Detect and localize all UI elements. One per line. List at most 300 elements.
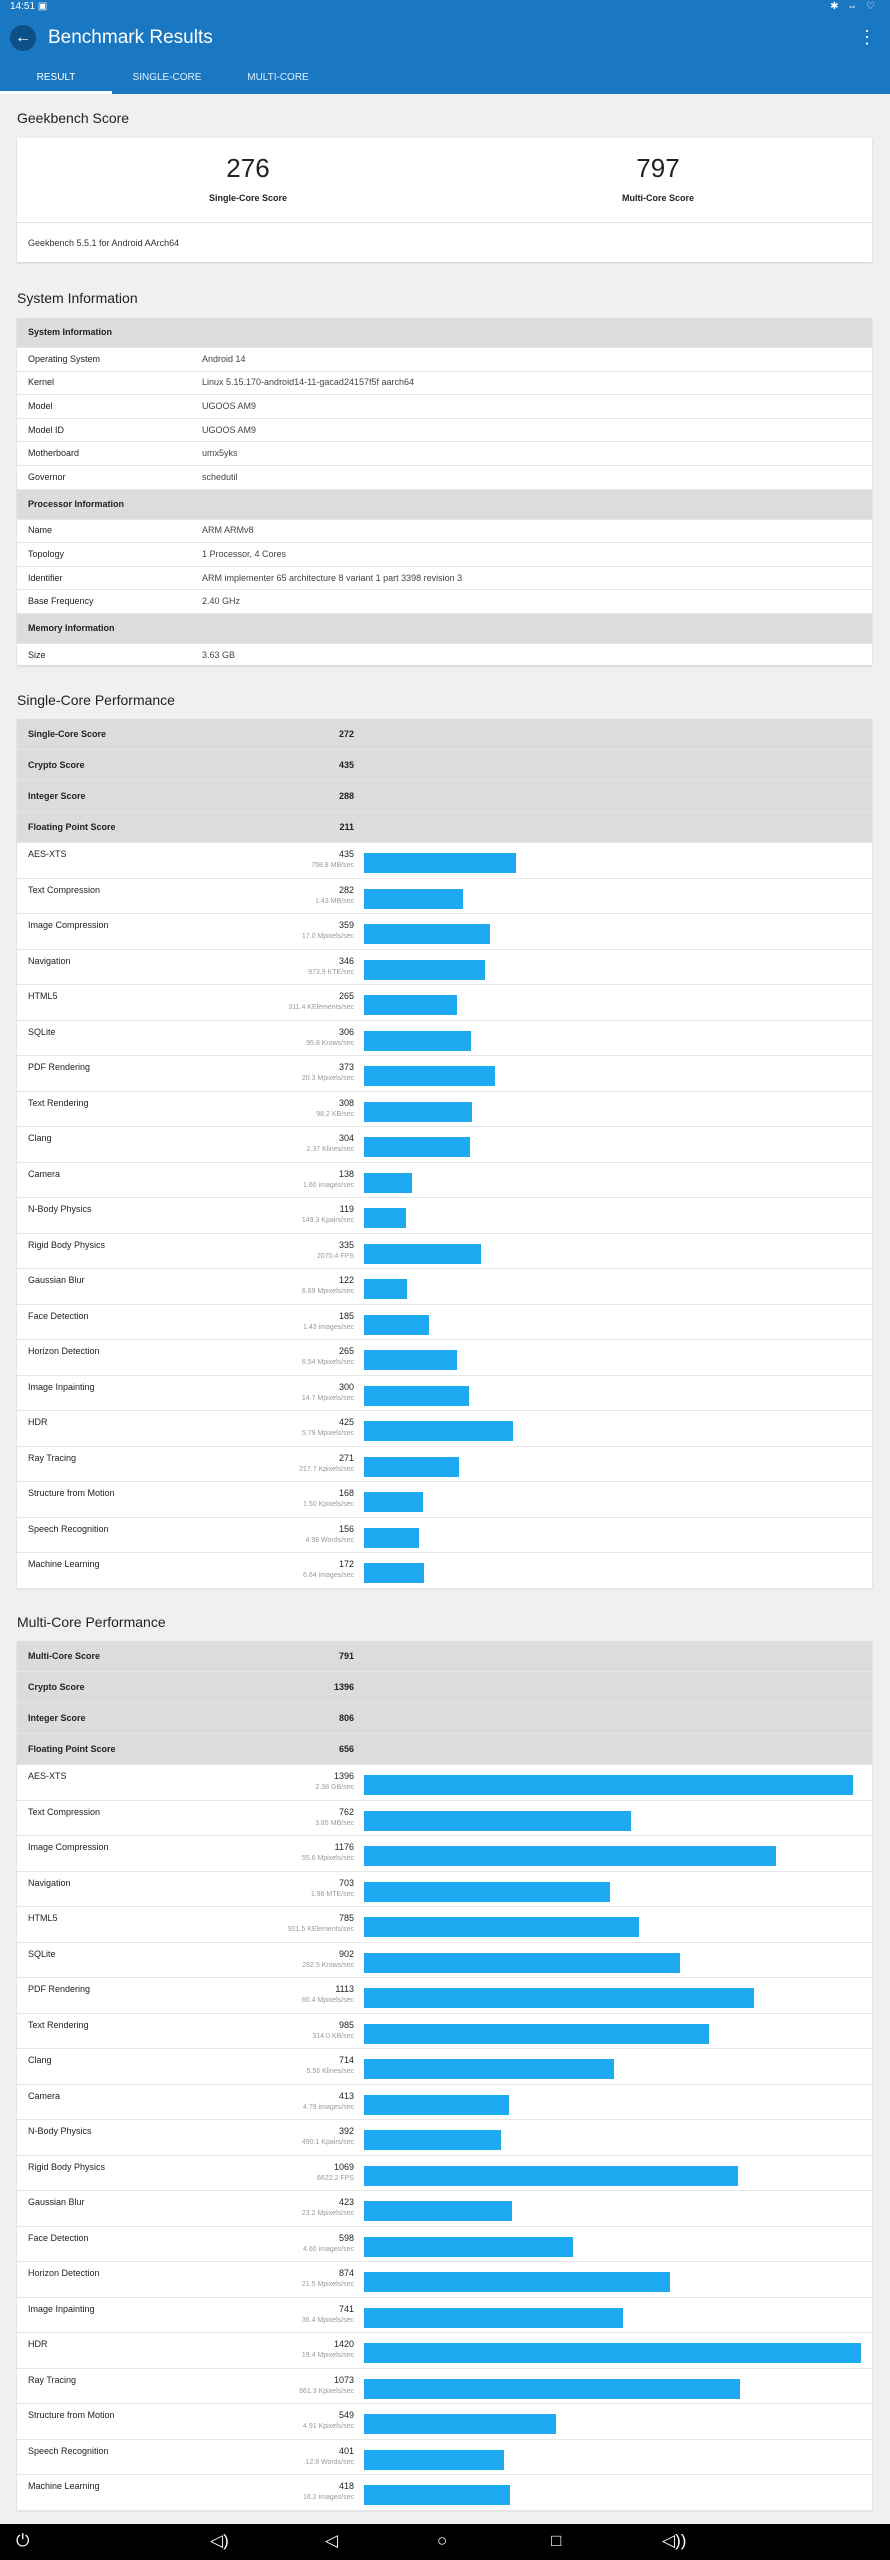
info-key: Governor <box>28 471 66 482</box>
benchmark-row <box>17 2404 872 2440</box>
info-row <box>17 543 872 567</box>
score-summary-name: Integer Score <box>28 1713 86 1723</box>
tab-multi-core[interactable]: MULTI-CORE <box>247 72 309 83</box>
benchmark-unit: 98.2 KB/sec <box>316 1110 354 1118</box>
tab-bar <box>0 64 890 94</box>
benchmark-row <box>17 2369 872 2405</box>
benchmark-unit: 60.4 Mpixels/sec <box>301 1997 354 2004</box>
info-value: 3.63 GB <box>202 649 236 660</box>
benchmark-name: Structure from Motion <box>28 1488 115 1498</box>
benchmark-bar <box>364 1066 495 1086</box>
benchmark-name: Image Compression <box>28 920 109 930</box>
benchmark-score: 714 <box>338 2055 354 2065</box>
geekbench-score-title: Geekbench Score <box>17 110 130 126</box>
benchmark-row <box>17 1518 872 1554</box>
info-value: UGOOS AM9 <box>202 424 257 435</box>
benchmark-row <box>17 1447 872 1483</box>
score-summary-name: Integer Score <box>28 791 86 801</box>
benchmark-bar <box>364 1315 429 1335</box>
score-summary-name: Multi-Core Score <box>28 1651 101 1661</box>
score-summary-value: 435 <box>338 760 354 770</box>
benchmark-score: 1396 <box>333 1771 354 1781</box>
benchmark-score: 172 <box>338 1559 354 1569</box>
benchmark-unit: 36.4 Mpixels/sec <box>301 2316 354 2324</box>
benchmark-name: Speech Recognition <box>28 2445 109 2456</box>
benchmark-row <box>17 2262 872 2298</box>
benchmark-bar <box>364 1563 424 1583</box>
benchmark-score: 359 <box>338 920 354 930</box>
info-value: Linux 5.15.170-android14-11-gacad24157f5f aarch64 <box>202 377 414 388</box>
benchmark-bar <box>364 2130 501 2150</box>
benchmark-score: 282 <box>338 884 354 895</box>
benchmark-row <box>17 843 872 879</box>
benchmark-name: Structure from Motion <box>28 2410 115 2420</box>
system-information-card <box>17 318 872 665</box>
benchmark-bar <box>364 1208 406 1228</box>
benchmark-score: 425 <box>338 1417 354 1427</box>
benchmark-row <box>17 1943 872 1979</box>
benchmark-unit: 16.2 images/sec <box>303 2494 354 2501</box>
benchmark-name: Gaussian Blur <box>28 2197 85 2207</box>
benchmark-bar <box>364 1811 631 1831</box>
benchmark-score: 1420 <box>333 2339 354 2349</box>
benchmark-bar <box>364 2237 573 2257</box>
benchmark-bar <box>364 1421 513 1441</box>
benchmark-row <box>17 1092 872 1128</box>
benchmark-unit: 861.3 Kpixels/sec <box>299 2387 354 2395</box>
benchmark-unit: 23.2 Mpixels/sec <box>301 2210 354 2217</box>
status-time: 14:51 ▣ <box>10 1 48 12</box>
benchmark-name: Ray Tracing <box>28 1452 77 1463</box>
benchmark-score: 346 <box>338 955 354 966</box>
benchmark-row <box>17 1765 872 1801</box>
benchmark-score: 138 <box>338 1168 354 1179</box>
multi-core-score-value: 797 <box>636 153 680 183</box>
multi-core-score-label: Multi-Core Score <box>621 193 694 203</box>
benchmark-row <box>17 1907 872 1943</box>
benchmark-score: 598 <box>338 2232 354 2243</box>
info-key: System Information <box>28 327 113 337</box>
benchmark-bar <box>364 2024 709 2044</box>
benchmark-score: 271 <box>338 1452 354 1463</box>
benchmark-score: 985 <box>338 2019 354 2030</box>
app-bar <box>0 14 890 64</box>
multi-core-title: Multi-Core Performance <box>17 1614 166 1630</box>
volume-up-icon[interactable]: ◁)) <box>662 2531 687 2550</box>
benchmark-score: 265 <box>338 991 354 1001</box>
benchmark-row <box>17 1269 872 1305</box>
benchmark-score: 119 <box>339 1204 354 1214</box>
benchmark-bar <box>364 2201 512 2221</box>
benchmark-row <box>17 1198 872 1234</box>
benchmark-score: 122 <box>338 1275 354 1285</box>
benchmark-bar <box>364 1457 459 1477</box>
score-summary-value: 288 <box>338 791 354 801</box>
benchmark-row <box>17 2440 872 2476</box>
info-row <box>17 644 872 668</box>
info-section-header <box>17 614 872 644</box>
system-information-title: System Information <box>17 290 138 306</box>
benchmark-score: 373 <box>338 1062 354 1072</box>
info-row <box>17 590 872 614</box>
benchmark-name: SQLite <box>28 1948 56 1959</box>
benchmark-unit: 311.4 KElements/sec <box>288 1004 354 1011</box>
benchmark-unit: 1.50 Kpixels/sec <box>303 1501 354 1508</box>
score-summary-name: Crypto Score <box>28 760 85 770</box>
benchmark-unit: 149.3 Kpairs/sec <box>301 1217 354 1224</box>
benchmark-name: HTML5 <box>28 991 58 1001</box>
benchmark-score: 1176 <box>334 1842 354 1852</box>
info-value: ARM ARMv8 <box>202 525 254 536</box>
benchmark-unit: 12.8 Words/sec <box>305 2458 354 2466</box>
info-row <box>17 395 872 419</box>
benchmark-name: AES-XTS <box>28 1771 67 1781</box>
benchmark-unit: 6.64 images/sec <box>303 1572 354 1579</box>
benchmark-name: Image Inpainting <box>28 2303 95 2314</box>
benchmark-name: Navigation <box>28 1877 71 1888</box>
benchmark-row <box>17 1553 872 1589</box>
benchmark-score: 306 <box>338 1026 354 1037</box>
info-key: Memory Information <box>28 623 115 633</box>
info-key: Motherboard <box>28 448 80 459</box>
benchmark-bar <box>364 1137 470 1157</box>
benchmark-unit: 490.1 Kpairs/sec <box>301 2139 354 2146</box>
benchmark-unit: 4.60 images/sec <box>303 2245 354 2253</box>
info-key: Processor Information <box>28 498 125 509</box>
benchmark-unit: 14.7 Mpixels/sec <box>301 1394 354 1402</box>
benchmark-bar <box>364 1031 471 1051</box>
benchmark-score: 156 <box>338 1523 354 1534</box>
info-key: Operating System <box>28 353 101 364</box>
volume-down-icon[interactable]: ◁) <box>210 2531 229 2550</box>
benchmark-unit: 2.37 Klines/sec <box>306 1146 354 1153</box>
info-key: Kernel <box>28 377 55 388</box>
benchmark-unit: 5.56 Klines/sec <box>306 2068 354 2075</box>
score-summary-name: Floating Point Score <box>28 822 116 832</box>
benchmark-row <box>17 985 872 1021</box>
benchmark-score: 304 <box>338 1133 354 1143</box>
info-key: Name <box>28 525 53 536</box>
score-summary-row <box>17 719 872 750</box>
info-row <box>17 567 872 591</box>
benchmark-unit: 1.43 MB/sec <box>315 897 354 905</box>
benchmark-bar <box>364 853 516 873</box>
benchmark-bar <box>364 1882 610 1902</box>
benchmark-unit: 95.8 Krows/sec <box>306 1039 354 1047</box>
benchmark-score: 335 <box>338 1239 354 1250</box>
score-summary-name: Single-Core Score <box>28 729 107 739</box>
benchmark-unit: 1.60 images/sec <box>303 1181 354 1189</box>
benchmark-row <box>17 1836 872 1872</box>
score-summary-value: 806 <box>338 1713 354 1723</box>
benchmark-name: Ray Tracing <box>28 2374 77 2385</box>
benchmark-row <box>17 1340 872 1376</box>
benchmark-unit: 282.5 Krows/sec <box>302 1961 354 1969</box>
score-summary-value: 211 <box>339 822 354 832</box>
benchmark-row <box>17 914 872 950</box>
info-value: 1 Processor, 4 Cores <box>202 548 287 559</box>
benchmark-bar <box>364 2166 738 2186</box>
benchmark-bar <box>364 960 485 980</box>
info-row <box>17 520 872 544</box>
benchmark-row <box>17 1163 872 1199</box>
navigation-bar <box>0 2524 890 2560</box>
score-summary-row <box>17 781 872 812</box>
info-section-header <box>17 318 872 348</box>
benchmark-score: 741 <box>338 2303 354 2314</box>
benchmark-row <box>17 2014 872 2050</box>
benchmark-unit: 6.69 Mpixels/sec <box>301 1288 354 1295</box>
benchmark-row <box>17 1305 872 1341</box>
arrow-back-icon[interactable]: ← <box>10 25 36 51</box>
benchmark-name: N-Body Physics <box>28 1204 92 1214</box>
benchmark-score: 785 <box>338 1913 354 1923</box>
benchmark-score: 423 <box>338 2197 354 2207</box>
benchmark-score: 549 <box>338 2410 354 2420</box>
status-bar <box>0 0 890 14</box>
single-core-score-value: 276 <box>226 153 270 183</box>
benchmark-unit: 3.85 MB/sec <box>315 1819 354 1827</box>
info-row <box>17 372 872 396</box>
info-section-header <box>17 490 872 520</box>
benchmark-row <box>17 2475 872 2511</box>
benchmark-bar <box>364 1988 754 2008</box>
page-title: Benchmark Results <box>48 27 213 48</box>
benchmark-name: Image Inpainting <box>28 1381 95 1392</box>
benchmark-name: Text Compression <box>28 1806 101 1817</box>
score-summary-row <box>17 1641 872 1672</box>
benchmark-unit: 4.98 Words/sec <box>305 1536 354 1544</box>
benchmark-row <box>17 1482 872 1518</box>
divider <box>17 222 872 223</box>
benchmark-name: Text Compression <box>28 884 101 895</box>
benchmark-name: Clang <box>28 2055 52 2065</box>
power-icon[interactable]: ⏻ <box>16 2531 30 2550</box>
benchmark-bar <box>364 1102 472 1122</box>
tab-single-core[interactable]: SINGLE-CORE <box>132 72 202 83</box>
benchmark-unit: 314.0 KB/sec <box>312 2032 354 2040</box>
benchmark-bar <box>364 2308 623 2328</box>
benchmark-row <box>17 1801 872 1837</box>
benchmark-row <box>17 879 872 915</box>
score-summary-value: 272 <box>338 729 354 739</box>
benchmark-score: 1113 <box>335 1984 354 1994</box>
benchmark-name: Camera <box>28 1168 61 1179</box>
benchmark-bar <box>364 1953 680 1973</box>
info-value: schedutil <box>202 471 238 482</box>
score-summary-name: Floating Point Score <box>28 1744 116 1754</box>
back-icon[interactable]: ◁ <box>325 2531 339 2550</box>
benchmark-bar <box>364 2272 670 2292</box>
info-row <box>17 419 872 443</box>
benchmark-score: 1069 <box>333 2161 354 2172</box>
benchmark-row <box>17 2085 872 2121</box>
benchmark-row <box>17 2049 872 2085</box>
score-summary-row <box>17 1734 872 1765</box>
benchmark-row <box>17 950 872 986</box>
single-core-card <box>17 719 872 1588</box>
benchmark-name: Speech Recognition <box>28 1523 109 1534</box>
info-value: UGOOS AM9 <box>202 400 257 411</box>
benchmark-score: 265 <box>338 1346 354 1356</box>
benchmark-row <box>17 1127 872 1163</box>
benchmark-score: 435 <box>338 849 354 859</box>
info-row <box>17 466 872 490</box>
benchmark-bar <box>364 2343 861 2363</box>
info-key: Size <box>28 649 46 660</box>
benchmark-unit: 55.6 Mpixels/sec <box>301 1855 354 1862</box>
benchmark-bar <box>364 995 457 1015</box>
benchmark-name: Face Detection <box>28 1310 89 1321</box>
benchmark-row <box>17 1021 872 1057</box>
benchmark-bar <box>364 2059 614 2079</box>
benchmark-score: 300 <box>338 1381 354 1392</box>
benchmark-row <box>17 2227 872 2263</box>
score-summary-row <box>17 812 872 843</box>
benchmark-name: Rigid Body Physics <box>28 2161 106 2172</box>
benchmark-unit: 5.79 Mpixels/sec <box>301 1430 354 1437</box>
benchmark-bar <box>364 1846 776 1866</box>
benchmark-row <box>17 1056 872 1092</box>
benchmark-unit: 2.38 GB/sec <box>315 1784 354 1791</box>
benchmark-name: Horizon Detection <box>28 1346 100 1356</box>
benchmark-score: 168 <box>338 1488 354 1498</box>
benchmark-unit: 217.7 Kpixels/sec <box>299 1465 354 1473</box>
more-vert-icon[interactable]: ⋮ <box>858 27 876 47</box>
score-summary-value: 1396 <box>333 1682 354 1692</box>
benchmark-score: 308 <box>338 1097 354 1108</box>
benchmark-row <box>17 1872 872 1908</box>
benchmark-bar <box>364 889 463 909</box>
benchmark-name: Rigid Body Physics <box>28 1239 106 1250</box>
benchmark-unit: 6.54 Mpixels/sec <box>301 1359 354 1366</box>
benchmark-row <box>17 2120 872 2156</box>
benchmark-unit: 20.3 Mpixels/sec <box>301 1075 354 1082</box>
benchmark-row <box>17 2191 872 2227</box>
benchmark-name: Navigation <box>28 955 71 966</box>
benchmark-name: HDR <box>28 1417 48 1427</box>
tab-result[interactable]: RESULT <box>0 64 112 94</box>
info-key: Base Frequency <box>28 596 94 607</box>
score-summary-name: Crypto Score <box>28 1682 85 1692</box>
benchmark-score: 874 <box>338 2268 354 2278</box>
info-key: Model ID <box>28 424 65 435</box>
benchmark-unit: 4.91 Kpixels/sec <box>303 2423 354 2430</box>
benchmark-unit: 973.9 KTE/sec <box>308 968 354 976</box>
benchmark-name: Camera <box>28 2090 61 2101</box>
benchmark-name: Machine Learning <box>28 1559 100 1569</box>
benchmark-score: 392 <box>338 2126 354 2136</box>
benchmark-name: Gaussian Blur <box>28 1275 85 1285</box>
info-value: ARM implementer 65 architecture 8 variant 1 part 3398 revision 3 <box>202 572 463 583</box>
benchmark-score: 185 <box>338 1310 354 1321</box>
benchmark-unit: 19.4 Mpixels/sec <box>301 2352 354 2359</box>
benchmark-name: AES-XTS <box>28 849 67 859</box>
benchmark-unit: 17.0 Mpixels/sec <box>301 933 354 940</box>
benchmark-score: 703 <box>338 1877 354 1888</box>
recents-icon[interactable]: □ <box>551 2531 562 2550</box>
benchmark-score: 762 <box>338 1806 354 1817</box>
info-value: umx5yks <box>202 448 238 459</box>
benchmark-bar <box>364 924 490 944</box>
info-key: Topology <box>28 548 65 559</box>
benchmark-bar <box>364 2095 509 2115</box>
benchmark-bar <box>364 1775 853 1795</box>
benchmark-row <box>17 1411 872 1447</box>
benchmark-name: Text Rendering <box>28 2019 89 2030</box>
benchmark-unit: 921.5 KElements/sec <box>287 1926 354 1933</box>
status-icons: ✱ ⇔ ♡ <box>830 1 878 12</box>
benchmark-score: 902 <box>338 1948 354 1959</box>
benchmark-bar <box>364 1386 469 1406</box>
benchmark-bar <box>364 1917 639 1937</box>
benchmark-bar <box>364 2450 504 2470</box>
benchmark-unit: 758.8 MB/sec <box>311 862 354 869</box>
benchmark-bar <box>364 2379 740 2399</box>
score-summary-value: 656 <box>338 1744 354 1754</box>
info-row <box>17 442 872 466</box>
benchmark-name: Image Compression <box>28 1842 109 1852</box>
benchmark-row <box>17 2298 872 2334</box>
benchmark-bar <box>364 1279 407 1299</box>
benchmark-unit: 21.5 Mpixels/sec <box>301 2281 354 2288</box>
benchmark-bar <box>364 1244 481 1264</box>
info-row <box>17 348 872 372</box>
benchmark-bar <box>364 2485 510 2505</box>
benchmark-row <box>17 1376 872 1412</box>
benchmark-row <box>17 1234 872 1270</box>
single-core-score-label: Single-Core Score <box>208 193 288 203</box>
benchmark-name: HTML5 <box>28 1913 58 1923</box>
single-core-title: Single-Core Performance <box>17 692 175 708</box>
benchmark-score: 413 <box>338 2090 354 2101</box>
score-summary-row <box>17 1703 872 1734</box>
benchmark-bar <box>364 1173 412 1193</box>
benchmark-name: N-Body Physics <box>28 2126 92 2136</box>
benchmark-unit: 4.79 images/sec <box>303 2103 354 2111</box>
benchmark-unit: 1.43 images/sec <box>303 1323 354 1331</box>
benchmark-score: 418 <box>338 2481 354 2491</box>
benchmark-bar <box>364 1350 457 1370</box>
benchmark-bar <box>364 2414 556 2434</box>
benchmark-unit: 1.98 MTE/sec <box>310 1890 354 1898</box>
score-summary-row <box>17 1672 872 1703</box>
home-icon[interactable]: ○ <box>437 2531 448 2550</box>
benchmark-bar <box>364 1492 423 1512</box>
benchmark-score: 401 <box>338 2445 354 2456</box>
benchmark-bar <box>364 1528 419 1548</box>
screenshot-icon: ▣ <box>37 1 48 12</box>
geekbench-score-card <box>17 138 872 262</box>
benchmark-name: Clang <box>28 1133 52 1143</box>
info-value: 2.40 GHz <box>202 596 241 607</box>
benchmark-name: PDF Rendering <box>28 1984 91 1994</box>
benchmark-name: Text Rendering <box>28 1097 89 1108</box>
benchmark-name: Horizon Detection <box>28 2268 100 2278</box>
benchmark-unit: 6622.2 FPS <box>317 2174 354 2182</box>
multi-core-card <box>17 1641 872 2510</box>
benchmark-unit: 2070.4 FPS <box>317 1252 354 1260</box>
benchmark-name: Face Detection <box>28 2232 89 2243</box>
benchmark-name: PDF Rendering <box>28 1062 91 1072</box>
benchmark-row <box>17 2156 872 2192</box>
benchmark-name: Machine Learning <box>28 2481 100 2491</box>
benchmark-name: SQLite <box>28 1026 56 1037</box>
info-key: Model <box>28 400 53 411</box>
info-value: Android 14 <box>202 353 246 364</box>
score-summary-row <box>17 750 872 781</box>
benchmark-row <box>17 1978 872 2014</box>
